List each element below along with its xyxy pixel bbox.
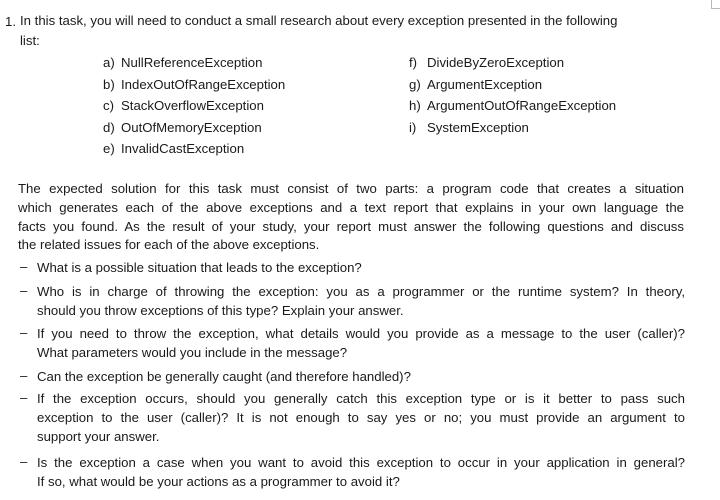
exception-letter: b) (103, 76, 115, 92)
question-line: If the exception occurs, should you generally catch this exception type or is it better to pass such (37, 391, 685, 406)
exception-item (409, 75, 542, 95)
question-line: What parameters would you include in the message? (37, 344, 348, 360)
exception-letter: a) (103, 55, 115, 70)
exception-item (103, 96, 264, 116)
question-line: If so, what would be your actions as a programmer to avoid it? (37, 473, 400, 489)
exception-item (409, 96, 616, 116)
exception-letter: i) (409, 119, 417, 135)
exception-item (103, 139, 244, 159)
exception-name: DivideByZeroException (427, 55, 565, 70)
task-intro-line-2: list: (20, 33, 40, 48)
solution-paragraph (18, 180, 684, 255)
exception-item (103, 53, 262, 73)
question-line: should you throw exceptions of this type? Explain your answer. (37, 302, 404, 318)
solution-line-1: The expected solution for this task must consist of two parts: a program code that creates a situation (18, 181, 684, 196)
question-text (37, 368, 685, 387)
task-intro-line-1: In this task, you will need to conduct a small research about every exception presented in the following (20, 13, 618, 28)
question-line: Is the exception a case when you want to avoid this exception to occur in your application in general? (37, 455, 685, 470)
exception-letter: d) (103, 119, 115, 135)
exception-name: StackOverflowException (121, 98, 264, 113)
question-line: If you need to throw the exception, what details would you provide as a message to the user (caller)? (37, 326, 685, 341)
question-line: What is a possible situation that leads to the exception? (37, 260, 362, 275)
exception-letter: h) (409, 98, 421, 113)
exception-item (103, 75, 285, 95)
bullet-dash: – (20, 368, 28, 383)
task-number: 1. (5, 14, 16, 29)
question-text (37, 454, 685, 492)
solution-line-2: which generates each of the above exceptions and a text report that explains in your own language the (18, 199, 684, 215)
exception-name: NullReferenceException (121, 55, 263, 70)
question-text (37, 283, 685, 321)
exception-item (409, 118, 529, 138)
bullet-dash: – (20, 259, 28, 274)
exception-name: SystemException (427, 119, 529, 135)
question-text (37, 259, 685, 278)
exception-name: InvalidCastException (121, 141, 245, 156)
exception-name: ArgumentException (427, 76, 543, 92)
exception-item (103, 118, 262, 138)
question-line: Who is in charge of throwing the exception: you as a programmer or the runtime system? In theory, (37, 284, 685, 299)
bullet-dash: – (20, 390, 28, 405)
exception-letter: e) (103, 141, 115, 156)
page-corner-mark (711, 0, 720, 9)
solution-line-4: the related issues for each of the above exceptions. (18, 237, 320, 253)
exception-name: OutOfMemoryException (121, 119, 262, 135)
exception-letter: c) (103, 98, 114, 113)
question-text (37, 325, 685, 363)
exception-letter: f) (409, 55, 418, 70)
question-text (37, 390, 685, 446)
exception-letter: g) (409, 76, 421, 92)
solution-line-3: facts you found. As the result of your study, your report must answer the following questions and discuss (18, 218, 684, 234)
bullet-dash: – (20, 325, 28, 340)
exception-name: IndexOutOfRangeException (121, 76, 286, 92)
question-line: Can the exception be generally caught (and therefore handled)? (37, 369, 411, 384)
exception-name: ArgumentOutOfRangeException (427, 98, 617, 113)
bullet-dash: – (20, 283, 28, 298)
exception-item (409, 53, 564, 73)
question-line: support your answer. (37, 428, 160, 444)
bullet-dash: – (20, 454, 28, 469)
question-line: exception to the user (caller)? It is not enough to say yes or no; you must provide an argument to (37, 409, 685, 425)
